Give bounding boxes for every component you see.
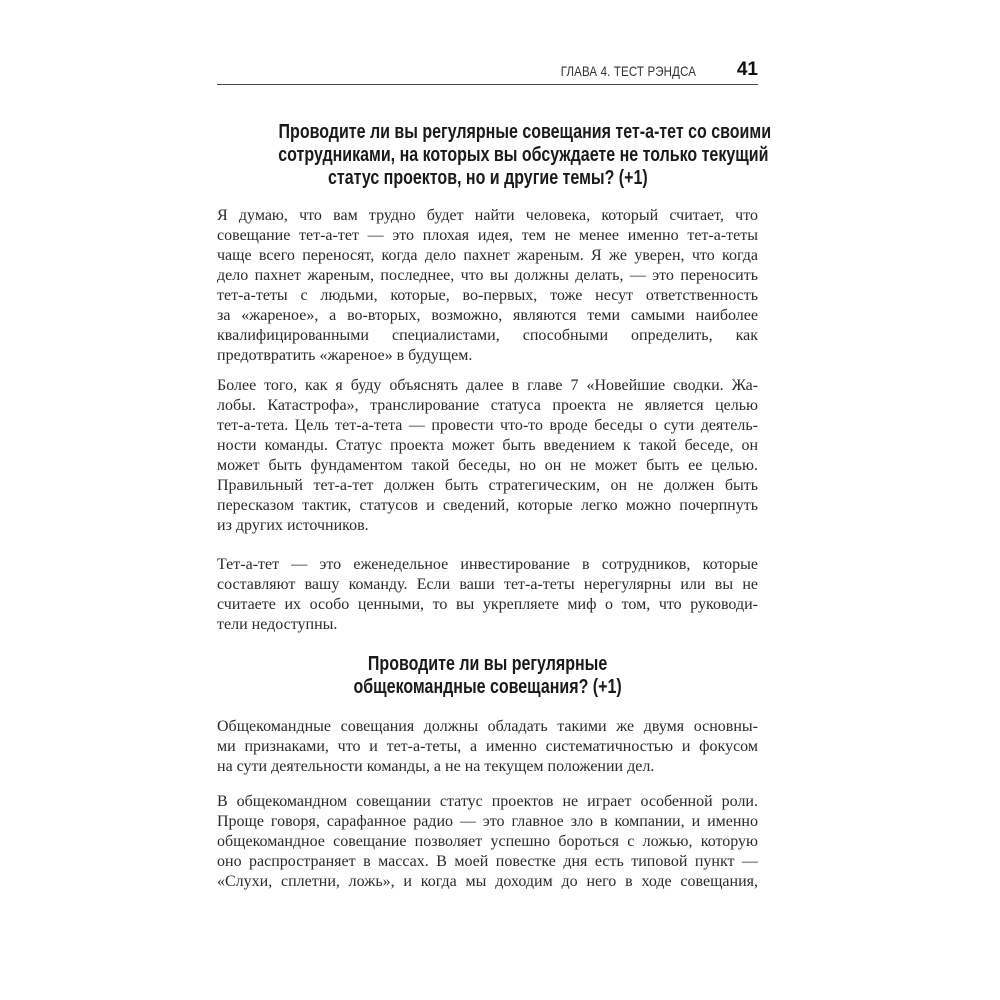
- text-line: чаще всего переносят, когда дело пахнет жареным. Я же уверен, что когда: [217, 247, 758, 264]
- text-line: оно распространяет в массах. В моей повестке дня есть типовой пункт —: [217, 853, 758, 870]
- text-line: считаете их особо ценными, то вы укрепляете миф о том, что руководи-: [217, 596, 758, 613]
- text-line: пересказом тактик, статусов и сведений, которые легко можно почерпнуть: [217, 497, 758, 514]
- text-line: из других источников.: [217, 517, 369, 534]
- section-heading-1: [217, 121, 772, 190]
- text-line: предотвратить «жареное» в будущем.: [217, 347, 473, 364]
- text-line: общекомандное совещание позволяет успешно бороться с ложью, которую: [217, 833, 758, 850]
- text-line: дело пахнет жареным, последнее, что вы должны делать, — это переносить: [217, 267, 758, 284]
- text-line: совещание тет-а-тет — это плохая идея, тем не менее именно тет-а-теты: [217, 227, 758, 244]
- text-line: квалифицированными специалистами, способными определить, как: [217, 327, 758, 344]
- heading-line: Проводите ли вы регулярные совещания тет-а-тет со своими: [278, 121, 772, 143]
- text-line: Более того, как я буду объяснять далее в главе 7 «Новейшие сводки. Жа-: [217, 377, 758, 394]
- paragraph-4: [217, 717, 758, 777]
- text-line: «Слухи, сплетни, ложь», и когда мы доходим до него в ходе совещания,: [217, 873, 758, 890]
- text-line: на сути деятельности команды, а не на текущем положении дел.: [217, 758, 655, 775]
- text-line: тет-а-теты с людьми, которые, во-первых, тоже несут ответственность: [217, 287, 758, 304]
- text-line: Тет-а-тет — это еженедельное инвестирование в сотрудников, которые: [217, 556, 758, 573]
- paragraph-5: [217, 792, 758, 892]
- heading-line: статус проектов, но и другие темы? (+1): [327, 167, 648, 189]
- text-line: Правильный тет-а-тет должен быть стратегическим, он не должен быть: [217, 477, 758, 494]
- text-line: может быть фундаментом такой беседы, но он не может быть ее целью.: [217, 457, 758, 474]
- paragraph-3: [217, 555, 758, 635]
- heading-line: Проводите ли вы регулярные: [367, 653, 608, 675]
- chapter-title: ГЛАВА 4. ТЕСТ РЭНДСА: [560, 63, 696, 79]
- text-line: лобы. Катастрофа», транслирование статуса проекта не является целью: [217, 397, 758, 414]
- text-line: тели недоступны.: [217, 616, 338, 633]
- text-line: ми признаками, что и тет-а-теты, а именно систематичностью и фокусом: [217, 738, 758, 755]
- page-number: 41: [736, 59, 758, 80]
- text-line: Я думаю, что вам трудно будет найти человека, который считает, что: [217, 207, 758, 224]
- text-line: Проще говоря, сарафанное радио — это главное зло в компании, и именно: [217, 813, 758, 830]
- text-line: Общекомандные совещания должны обладать такими же двумя основны-: [217, 718, 758, 735]
- paragraph-1: [217, 206, 758, 366]
- section-heading-2: [217, 653, 758, 699]
- text-line: В общекомандном совещании статус проектов не играет особенной роли.: [217, 793, 758, 810]
- text-line: за «жареное», а во-вторых, возможно, являются теми самыми наиболее: [217, 307, 758, 324]
- heading-line: сотрудниками, на которых вы обсуждаете не только текущий: [278, 144, 769, 166]
- paragraph-2: [217, 376, 758, 536]
- heading-line: общекомандные совещания? (+1): [353, 676, 622, 698]
- text-line: ности команды. Статус проекта может быть введением к такой беседе, он: [217, 437, 758, 454]
- text-line: тет-а-тета. Цель тет-а-тета — провести что-то вроде беседы о сути деятель-: [217, 417, 758, 434]
- running-header: [217, 60, 758, 85]
- text-line: составляют вашу команду. Если ваши тет-а-теты нерегулярны или вы не: [217, 576, 758, 593]
